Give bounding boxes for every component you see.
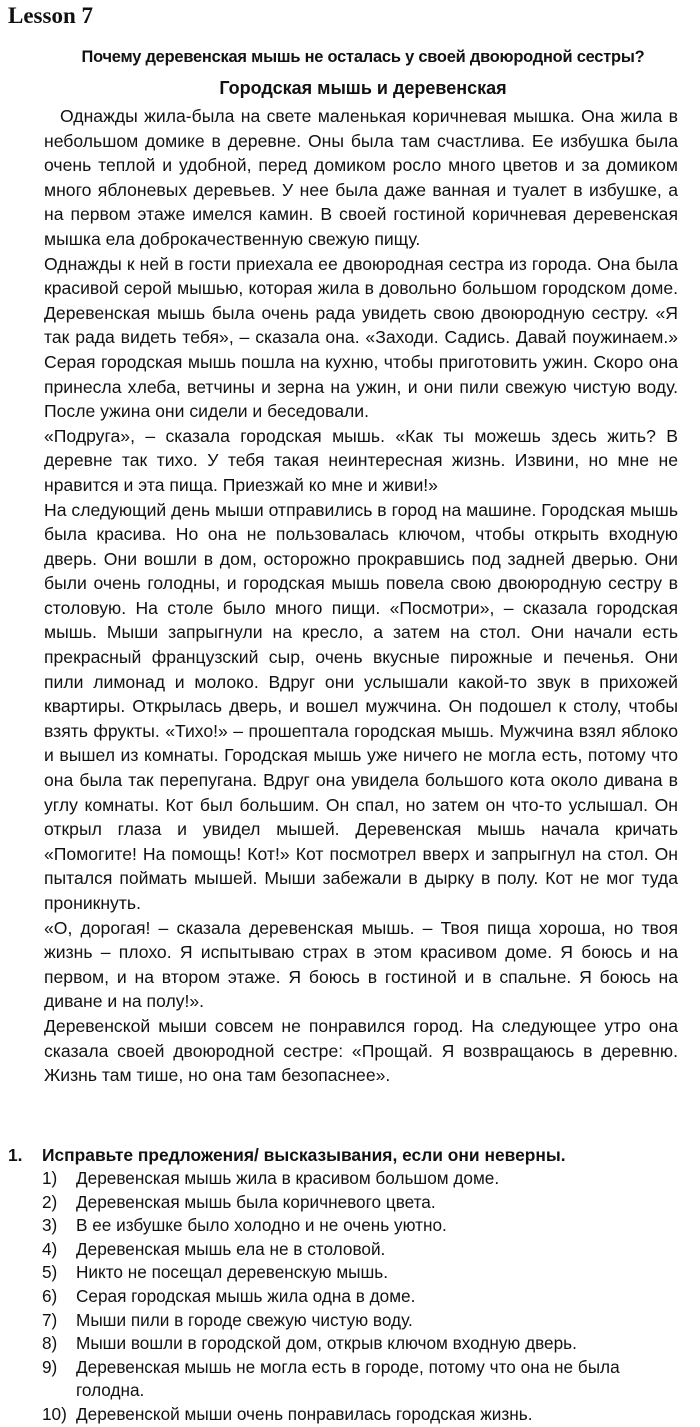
item-text: Мыши вошли в городской дом, открыв ключом входную дверь.: [76, 1333, 577, 1354]
item-text: Деревенской мыши очень понравилась городская жизнь.: [76, 1403, 533, 1424]
item-number: 3): [42, 1215, 58, 1236]
exercise-instruction: Исправьте предложения/ высказывания, если они неверны.: [42, 1145, 566, 1165]
list-item: [42, 1167, 688, 1191]
item-number: 7): [42, 1309, 58, 1330]
reading-question: Почему деревенская мышь не осталась у своей двоюродной сестры?: [81, 48, 645, 66]
story-text: [44, 104, 678, 1088]
item-number: 2): [42, 1191, 58, 1212]
exercise-section: [8, 1143, 688, 1427]
story-paragraph: Однажды к ней в гости приехала ее двоюродная сестра из города. Она была красивой серой мышью, которая жила в довольно большом городском доме. Деревенская мышь была очень рада увидеть свою двоюродную сестру. «Я так рада видеть тебя», – сказала она. «Заходи. Садись. Давай поужинаем.» Серая городская мышь пошла на кухню, чтобы приготовить ужин. Скоро она принесла хлеба, ветчины и зерна на ужин, и они пили свежую чистую воду. После ужина они сидели и беседовали.: [44, 253, 678, 422]
item-number: 8): [42, 1333, 58, 1354]
list-item: [42, 1191, 688, 1215]
item-text: Деревенская мышь не могла есть в городе, потому что она не была голодна.: [76, 1356, 620, 1401]
list-item: [42, 1214, 688, 1238]
item-number: 4): [42, 1238, 58, 1259]
item-number: 10): [42, 1403, 67, 1424]
item-number: 9): [42, 1356, 58, 1377]
story-paragraph: «О, дорогая! – сказала деревенская мышь. – Твоя пища хороша, но твоя жизнь – плохо. Я испытываю страх в этом красивом доме. Я боюсь и на первом, и на втором этаже. Я боюсь в гостиной и в спальне. Я боюсь на диване и на полу!».: [44, 917, 678, 1012]
item-text: В ее избушке было холодно и не очень уютно.: [76, 1215, 447, 1236]
item-text: Мыши пили в городе свежую чистую воду.: [76, 1309, 413, 1330]
exercise-heading: [8, 1143, 688, 1167]
item-number: 6): [42, 1285, 58, 1306]
item-number: 1): [42, 1168, 58, 1188]
exercise-number: 1.: [8, 1145, 23, 1165]
item-number: 5): [42, 1262, 58, 1283]
story-title: Городская мышь и деревенская: [219, 78, 507, 98]
item-text: Деревенская мышь жила в красивом большом доме.: [76, 1168, 500, 1188]
story-paragraph: Однажды жила-была на свете маленькая коричневая мышка. Она жила в небольшом домике в деревне. Оны была там счастлива. Ее избушка была очень теплой и удобной, перед домиком росло много цветов и за домиком много яблоневых деревьев. У нее была даже ванная и туалет в избушке, а на первом этаже имелся камин. В своей гостиной коричневая деревенская мышка ела доброкачественную свежую пищу.: [44, 106, 678, 249]
item-text: Серая городская мышь жила одна в доме.: [76, 1285, 416, 1306]
list-item: [42, 1356, 688, 1403]
list-item: [42, 1261, 688, 1285]
story-paragraph: Деревенской мыши совсем не понравился город. На следующее утро она сказала своей двоюродной сестре: «Прощай. Я возвращаюсь в деревню. Жизнь там тише, но она там безопаснее».: [44, 1015, 678, 1086]
story-paragraph: На следующий день мыши отправились в город на машине. Городская мышь была красива. Но она не пользовалась ключом, чтобы открыть входную дверь. Они вошли в дом, осторожно прокравшись под задней дверью. Они были очень голодны, и городская мышь повела свою двоюродную сестру в столовую. На столе было много пищи. «Посмотри», – сказала городская мышь. Мыши запрыгнули на кресло, а затем на стол. Они начали есть прекрасный французский сыр, очень вкусные пирожные и печенья. Они пили лимонад и молоко. Вдруг они услышали какой-то звук в прихожей квартиры. Открылась дверь, и вошел мужчина. Он подошел к столу, чтобы взять фрукты. «Тихо!» – прошептала городская мышь. Мужчина взял яблоко и вышел из комнаты. Городская мышь уже ничего не могла есть, потому что она была так перепугана. Вдруг она увидела большого кота около дивана в углу комнаты. Кот был большим. Он спал, но затем он что-то услышал. Он открыл глаза и увидел мышей. Деревенская мышь начала кричать «Помогите! На помощь! Кот!» Кот посмотрел вверх и запрыгнул на стол. Он пытался поймать мышей. Мыши забежали в дырку в полу. Кот не мог туда проникнуть.: [44, 499, 678, 913]
story-paragraph: «Подруга», – сказала городская мышь. «Как ты можешь здесь жить? В деревне так тихо. У тебя такая неинтересная жизнь. Извини, но мне не нравится и эта пища. Приезжай ко мне и живи!»: [44, 425, 678, 495]
item-text: Деревенская мышь ела не в столовой.: [76, 1238, 386, 1259]
exercise-list: [8, 1167, 688, 1427]
item-text: Деревенская мышь была коричневого цвета.: [76, 1191, 436, 1212]
list-item: [42, 1238, 688, 1262]
list-item: [42, 1285, 688, 1309]
item-text: Никто не посещал деревенскую мышь.: [76, 1262, 389, 1283]
list-item: [42, 1332, 688, 1356]
lesson-heading: Lesson 7: [8, 3, 93, 28]
list-item: [42, 1309, 688, 1333]
list-item: [42, 1403, 688, 1427]
